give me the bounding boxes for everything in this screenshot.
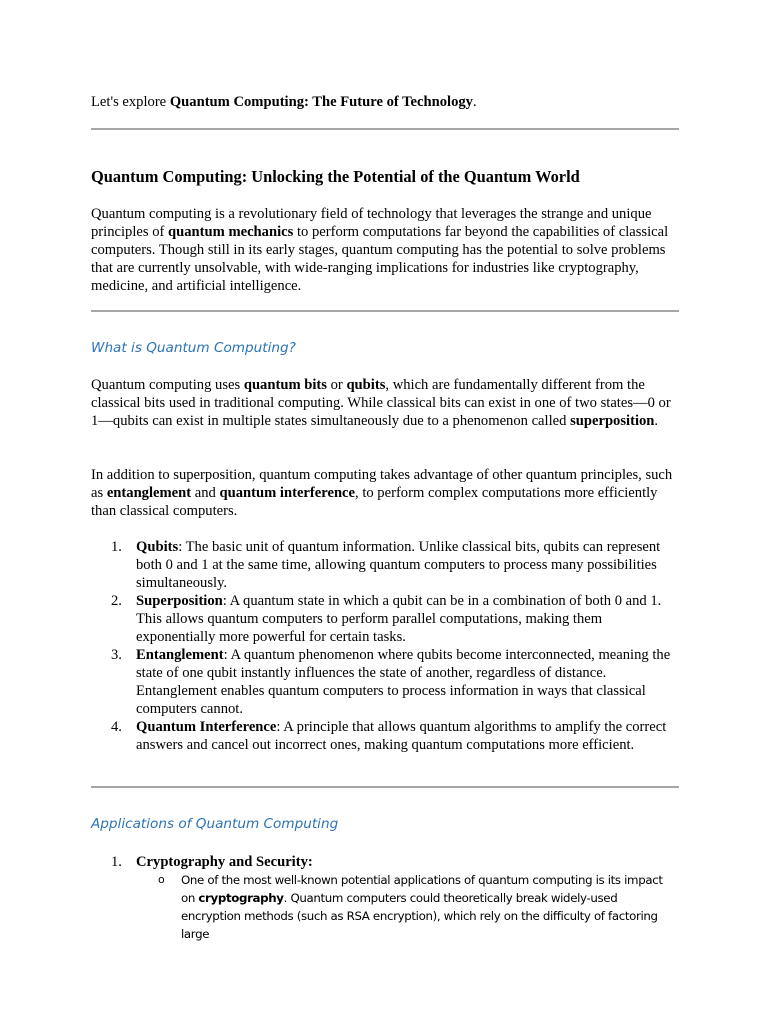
p1-bold-3: superposition [570,413,655,429]
section-heading-applications: Applications of Quantum Computing [91,816,339,832]
list-term: Superposition [136,593,223,609]
p2-bold-1: entanglement [106,485,192,501]
sub-list [91,871,679,943]
horizontal-rule-3 [91,786,679,788]
list-text: : A quantum phenomenon where qubits become interconnected, meaning the state of one qubit instantly influences the state of another, regardless of distance. Entanglement enables quantum computers to process information in ways that classical computers cannot. [136,647,671,717]
p2-text-3: , to perform complex computations more efficiently than classical computers. [91,485,658,519]
section-heading-what-is: What is Quantum Computing? [91,340,296,356]
main-heading: Quantum Computing: Unlocking the Potential of the Quantum World [91,167,580,186]
p1-text-3: , which are fundamentally different from the classical bits used in traditional computing. While classical bits can exist in one of two states—0 or 1—qubits can exist in multiple states simultaneously due to a phenomenon called [91,377,671,429]
intro-suffix: . [472,94,477,110]
sub-bullet: o [158,873,165,886]
list-number: 4. [111,719,122,735]
applications-list [91,853,679,943]
list-item [91,592,679,646]
horizontal-rule-1 [91,128,679,130]
intro-prefix: Let's explore [91,94,170,110]
p1-text-1: Quantum computing uses [91,377,244,393]
list-number: 3. [111,647,122,663]
sub-bold-1: cryptography [198,891,284,905]
quantum-principles-list [91,538,679,754]
p1-bold-1: quantum bits [243,377,327,393]
list-text: : A quantum state in which a qubit can be in a combination of both 0 and 1. This allows quantum computers to perform parallel computations, making them exponentially more powerful for certain tasks. [136,593,662,645]
p1-text-4: . [654,413,659,429]
list-item [91,853,679,943]
sub-text-2: . Quantum computers could theoretically break widely-used encryption methods (such as RSA encryption), which rely on the difficulty of factoring large [181,891,658,941]
intro-line [91,93,679,111]
list-item [91,538,679,592]
overview-text-1: Quantum computing is a revolutionary field of technology that leverages the strange and unique principles of [91,206,652,240]
p1-bold-2: qubits [346,377,386,393]
p2-bold-2: quantum interference [219,485,356,501]
overview-paragraph [91,205,679,295]
sub-text-1: One of the most well-known potential applications of quantum computing is its impact on [181,873,663,905]
overview-bold-1: quantum mechanics [168,224,294,240]
list-number: 2. [111,593,122,609]
list-term: Cryptography and Security: [136,854,313,870]
list-term: Entanglement [136,647,224,663]
sub-list-item [91,871,679,943]
what-is-paragraph-2 [91,466,679,520]
list-item [91,646,679,718]
list-number: 1. [111,854,122,870]
list-text: : A principle that allows quantum algorithms to amplify the correct answers and cancel out incorrect ones, making quantum computations more efficient. [136,719,667,753]
list-number: 1. [111,539,122,555]
intro-title: Quantum Computing: The Future of Technology [169,94,473,110]
p2-text-1: In addition to superposition, quantum computing takes advantage of other quantum principles, such as [91,467,673,501]
list-term: Qubits [136,539,179,555]
horizontal-rule-2 [91,310,679,312]
list-term: Quantum Interference [136,719,277,735]
p2-text-2: and [191,485,220,501]
list-text: : The basic unit of quantum information. Unlike classical bits, qubits can represent both 0 and 1 at the same time, allowing quantum computers to process many possibilities simultaneously. [136,539,661,591]
list-item [91,718,679,754]
what-is-paragraph-1 [91,376,679,430]
p1-text-2: or [326,377,347,393]
overview-text-2: to perform computations far beyond the capabilities of classical computers. Though still in its early stages, quantum computing has the potential to solve problems that are currently unsolvable, with wide-ranging implications for industries like cryptography, medicine, and artificial intelligence. [91,224,669,294]
